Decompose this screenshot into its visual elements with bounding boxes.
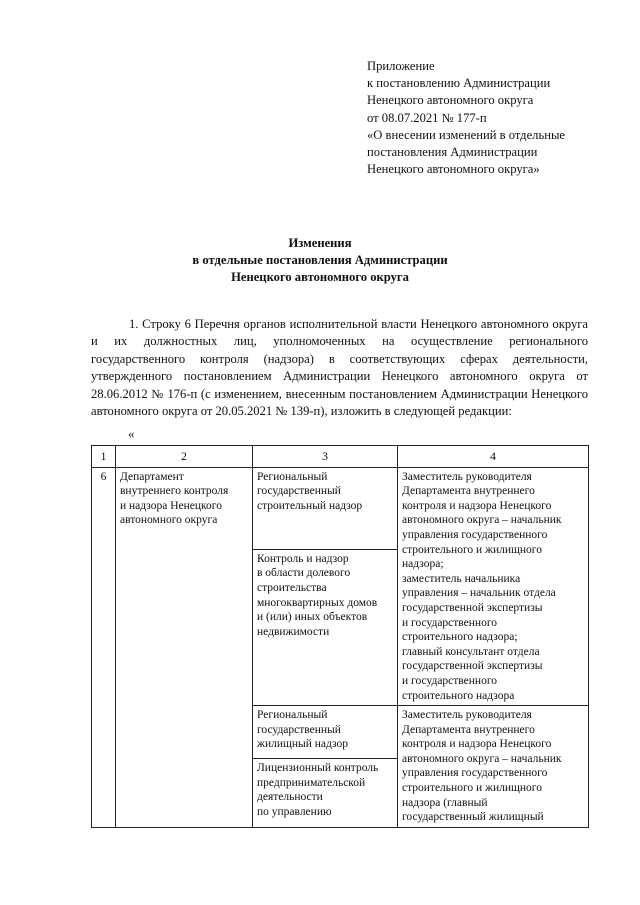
appendix-line: Приложение [367, 59, 435, 73]
sphere-cell: Лицензионный контроль предпринимательской деятельности по управлению [253, 759, 398, 828]
department-cell: Департамент внутреннего контроля и надзора Ненецкого автономного округа [116, 467, 253, 827]
appendix-line: Ненецкого автономного округа [367, 93, 534, 108]
opening-quote-mark: « [128, 426, 135, 441]
document-title [0, 235, 640, 286]
header-cell: 3 [253, 446, 398, 468]
header-cell: 1 [92, 446, 116, 468]
title-line: Ненецкого автономного округа [231, 270, 409, 284]
row-number-cell: 6 [92, 467, 116, 827]
appendix-line: «О внесении изменений в отдельные [367, 127, 566, 142]
sphere-cell: Контроль и надзор в области долевого строительства многоквартирных домов и (или) иных объектов недвижимости [253, 549, 398, 705]
body-paragraph: 1. Строку 6 Перечня органов исполнительной власти Ненецкого автономного округа и их должностных лиц, уполномоченных на осуществление регионального государственного контроля (надзора) в соответствующих сферах деятельности, утвержденного постановлением Администрации Ненецкого автономного округа от 28.06.2012 № 176-п (с изменением, внесенным постановлением Администрации Ненецкого автономного округа от 20.05.2021 № 139-п), изложить в следующей редакции: [91, 317, 588, 419]
appendix-block [367, 58, 565, 178]
appendix-line: Ненецкого автономного округа» [367, 162, 540, 177]
appendix-line: от 08.07.2021 № 177-п [367, 110, 487, 125]
sphere-cell: Региональный государственный жилищный надзор [253, 706, 398, 759]
table-row [92, 467, 589, 549]
sphere-cell: Региональный государственный строительный надзор [253, 467, 398, 549]
appendix-line: к постановлению Администрации [367, 76, 551, 91]
header-cell: 4 [398, 446, 589, 468]
appendix-line: постановления Администрации [367, 145, 538, 160]
officials-cell: Заместитель руководителя Департамента внутреннего контроля и надзора Ненецкого автономного округа – начальник управления государственного строительного и жилищного надзора; заместитель начальника управления – начальник отдела государственной экспертизы и государственного строительного надзора; главный консультант отдела государственной экспертизы и государственного строительного надзора [398, 467, 589, 706]
officials-cell: Заместитель руководителя Департамента внутреннего контроля и надзора Ненецкого автономного округа – начальник управления государственного строительного и жилищного надзора (главный государственный жилищный [398, 706, 589, 828]
changes-table [91, 445, 589, 828]
table-header-row [92, 446, 589, 468]
title-line: в отдельные постановления Администрации [192, 253, 448, 267]
header-cell: 2 [116, 446, 253, 468]
title-line: Изменения [288, 236, 352, 250]
